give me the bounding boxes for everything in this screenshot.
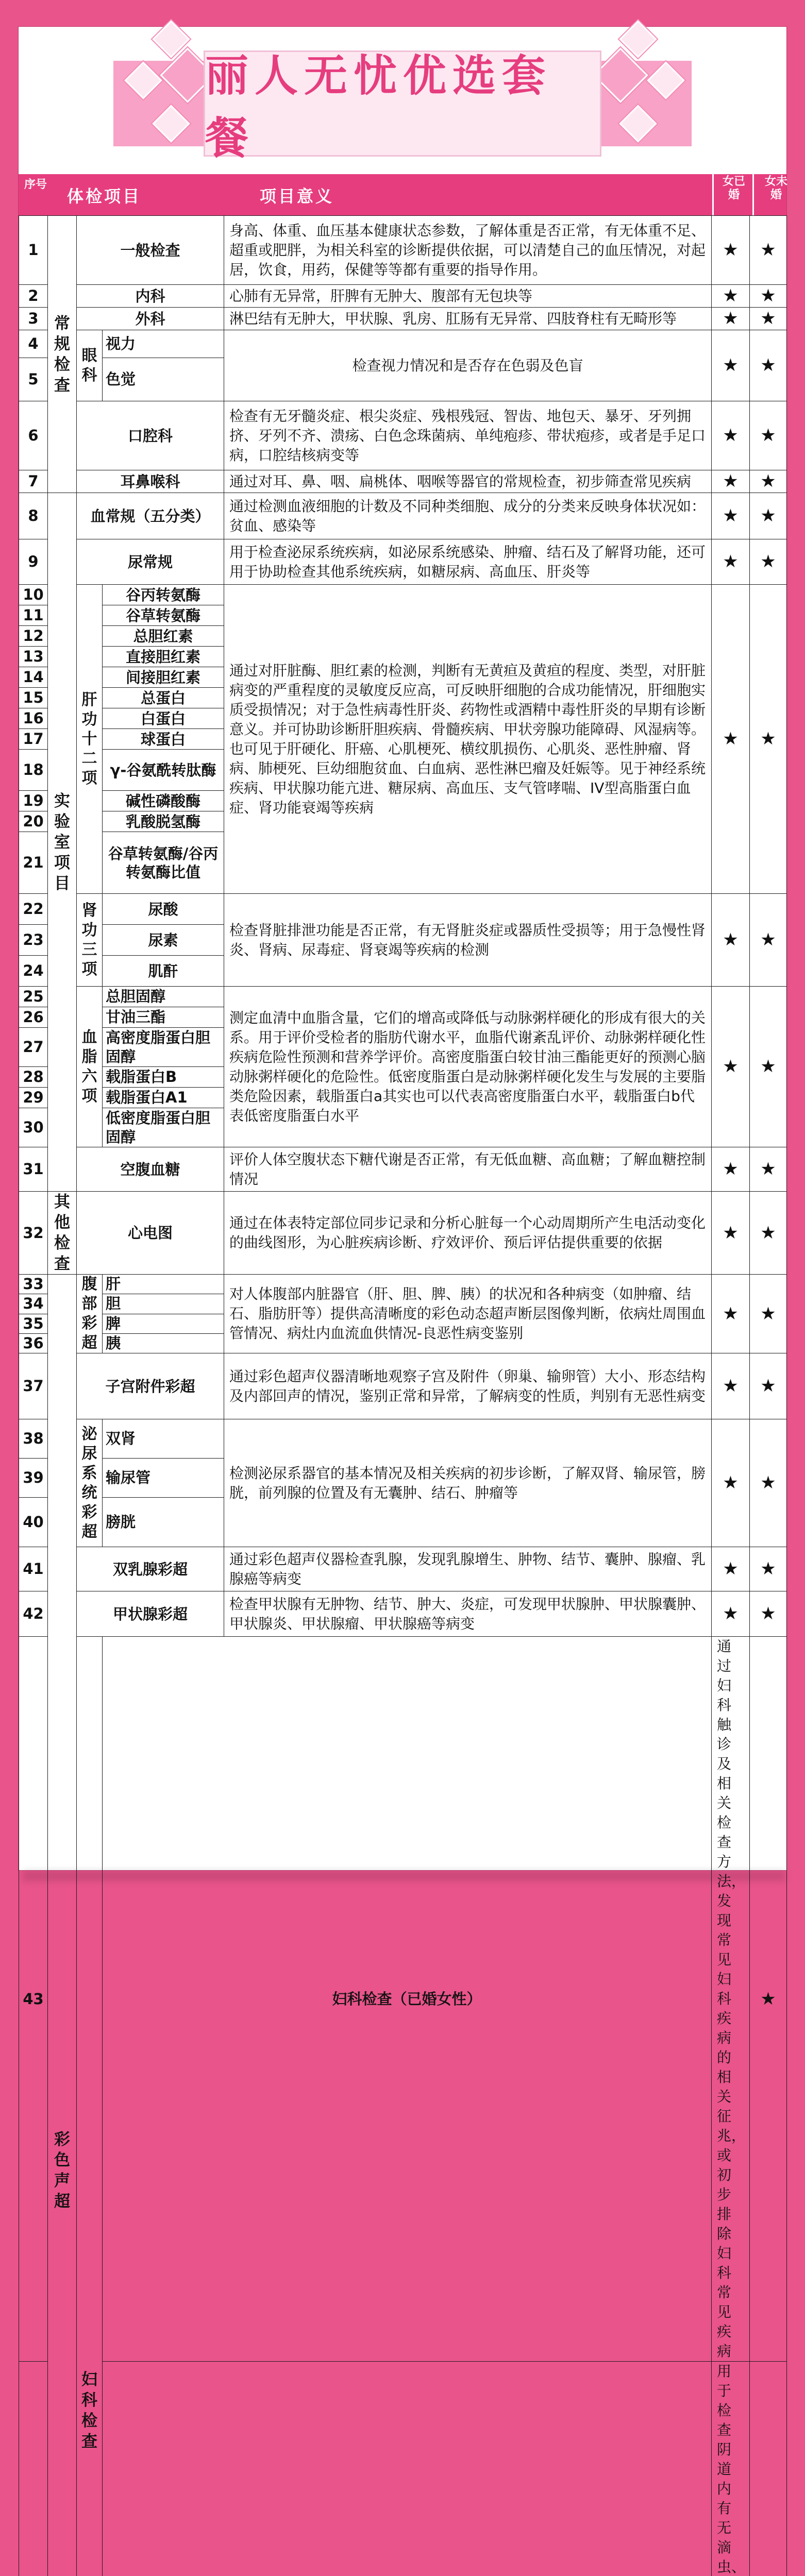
star-married-icon: ★ [712, 308, 750, 330]
star-married-icon: ★ [712, 493, 750, 539]
table-row [19, 1192, 787, 1275]
row-number: 34 [19, 1294, 48, 1314]
item-name: 谷草转氨酶 [103, 605, 224, 626]
table-header [19, 174, 786, 215]
category-color-ultrasound: 彩色声超 [48, 1275, 77, 2576]
header-divider [752, 174, 754, 215]
category-lab: 实验室项目 [48, 493, 77, 1192]
row-number: 30 [19, 1108, 48, 1147]
table-row [19, 1637, 787, 2362]
row-number: 29 [19, 1088, 48, 1108]
row-number: 11 [19, 605, 48, 626]
star-married-icon: ★ [712, 1353, 750, 1419]
star-unmarried-icon: ★ [750, 216, 787, 285]
table-row [19, 987, 787, 1007]
header-divider [712, 174, 714, 215]
item-name: 总蛋白 [103, 688, 224, 708]
star-unmarried-icon: ★ [750, 1419, 787, 1547]
row-number: 40 [19, 1498, 48, 1547]
item-name: 一般检查 [77, 216, 224, 285]
star-married-icon: ★ [712, 1419, 750, 1547]
category-eye: 眼科 [77, 330, 103, 401]
star-married-icon: ★ [712, 216, 750, 285]
star-unmarried-icon: ★ [750, 1591, 787, 1637]
item-name: 直接胆红素 [103, 647, 224, 667]
item-description: 用于检查阴道内有无滴虫、 [712, 2362, 750, 2576]
category-liver: 肝功十二项 [77, 585, 103, 894]
star-married-icon: ★ [712, 1591, 750, 1637]
star-unmarried-icon: ★ [750, 493, 787, 539]
category-lipid: 血脂六项 [77, 987, 103, 1147]
item-description: 检查视力情况和是否存在色弱及色盲 [224, 330, 712, 401]
item-name: 高密度脂蛋白胆固醇 [103, 1028, 224, 1067]
item-description: 通过在体表特定部位同步记录和分析心脏每一个心动周期所产生电活动变化的曲线图形，为心脏疾病诊断、疗效评价、预后评估提供重要的依据 [224, 1192, 712, 1275]
header-meaning: 项目意义 [260, 183, 334, 207]
item-name: 尿素 [103, 925, 224, 956]
item-name: 甲状腺彩超 [77, 1591, 224, 1637]
star-married-icon [750, 2362, 787, 2576]
table-row [19, 1591, 787, 1637]
row-number: 25 [19, 987, 48, 1007]
header-unmarried: 女未婚 [762, 175, 791, 202]
star-unmarried-icon: ★ [750, 585, 787, 894]
header-married: 女已婚 [719, 175, 748, 202]
item-name [103, 2362, 712, 2576]
star-married-icon: ★ [712, 285, 750, 308]
item-description: 身高、体重、血压基本健康状态参数，了解体重是否正常，有无体重不足、超重或肥胖，为相关科室的诊断提供依据，可以清楚自己的血压情况，对起居，饮食，用药，保健等等都有重要的指导作用。 [224, 216, 712, 285]
item-name: 低密度脂蛋白胆固醇 [103, 1108, 224, 1147]
row-number: 19 [19, 791, 48, 811]
star-married-icon: ★ [750, 1637, 787, 2362]
header-no: 序号 [23, 178, 48, 192]
row-number: 2 [19, 285, 48, 308]
item-name: 输尿管 [103, 1459, 224, 1498]
star-married-icon: ★ [712, 401, 750, 470]
table-row [19, 308, 787, 330]
star-married-icon: ★ [712, 585, 750, 894]
row-number: 7 [19, 470, 48, 493]
table-row [19, 2362, 787, 2576]
star-married-icon: ★ [712, 894, 750, 987]
item-name: 脾 [103, 1314, 224, 1333]
category-gyn: 妇科检查 [77, 1637, 103, 2576]
row-number: 9 [19, 539, 48, 585]
item-name: 尿常规 [77, 539, 224, 585]
row-number: 20 [19, 811, 48, 832]
row-number: 27 [19, 1028, 48, 1067]
star-unmarried-icon: ★ [750, 894, 787, 987]
table-row [19, 894, 787, 925]
star-married-icon: ★ [712, 1275, 750, 1353]
item-description: 检查有无牙髓炎症、根尖炎症、残根残冠、智齿、地包天、暴牙、牙列拥挤、牙列不齐、溃疡、白色念珠菌病、单纯疱疹、带状疱疹，或者是手足口病，口腔结核病变等 [224, 401, 712, 470]
item-name: 白蛋白 [103, 708, 224, 729]
row-number: 36 [19, 1333, 48, 1353]
table-row [19, 1147, 787, 1192]
star-unmarried-icon: ★ [750, 987, 787, 1147]
item-description: 心肺有无异常，肝脾有无肿大、腹部有无包块等 [224, 285, 712, 308]
item-name: 血常规（五分类） [77, 493, 224, 539]
item-name: 肝 [103, 1275, 224, 1294]
item-name: 子宫附件彩超 [77, 1353, 224, 1419]
item-name: 口腔科 [77, 401, 224, 470]
page-title: 丽人无忧优选套餐 [205, 41, 600, 166]
item-description: 检查甲状腺有无肿物、结节、肿大、炎症，可发现甲状腺肿、甲状腺囊肿、甲状腺炎、甲状腺瘤、甲状腺癌等病变 [224, 1591, 712, 1637]
item-name: 肌酐 [103, 956, 224, 987]
item-description: 用于检查泌尿系统疾病，如泌尿系统感染、肿瘤、结石及了解肾功能，还可用于协助检查其他系统疾病，如糖尿病、高血压、肝炎等 [224, 539, 712, 585]
row-number: 32 [19, 1192, 48, 1275]
exam-table [19, 215, 787, 2576]
item-name: 总胆固醇 [103, 987, 224, 1007]
category-urinary: 泌尿系统彩超 [77, 1419, 103, 1547]
category-abdomen: 腹部彩超 [77, 1275, 103, 1353]
star-married-icon: ★ [712, 330, 750, 401]
item-name: 空腹血糖 [77, 1147, 224, 1192]
row-number: 24 [19, 956, 48, 987]
star-married-icon: ★ [712, 987, 750, 1147]
row-number: 43 [19, 1637, 48, 2362]
item-name: γ-谷氨酰转肽酶 [103, 750, 224, 791]
star-married-icon: ★ [712, 1147, 750, 1192]
row-number: 5 [19, 358, 48, 401]
row-number: 3 [19, 308, 48, 330]
item-name: 载脂蛋白A1 [103, 1088, 224, 1108]
star-married-icon: ★ [712, 470, 750, 493]
row-number: 26 [19, 1007, 48, 1028]
row-number: 38 [19, 1419, 48, 1459]
table-row [19, 470, 787, 493]
table-row [19, 401, 787, 470]
star-married-icon: ★ [712, 539, 750, 585]
header-item: 体检项目 [67, 183, 141, 207]
star-unmarried-icon: ★ [750, 401, 787, 470]
row-number: 41 [19, 1547, 48, 1591]
item-name: 内科 [77, 285, 224, 308]
star-unmarried-icon: ★ [750, 470, 787, 493]
item-name: 膀胱 [103, 1498, 224, 1547]
title-box [204, 50, 601, 157]
row-number: 4 [19, 330, 48, 358]
item-name: 外科 [77, 308, 224, 330]
item-name: 谷草转氨酶/谷丙转氨酶比值 [103, 832, 224, 894]
row-number: 13 [19, 647, 48, 667]
row-number: 35 [19, 1314, 48, 1333]
row-number: 18 [19, 750, 48, 791]
table-row [19, 330, 787, 358]
item-name: 尿酸 [103, 894, 224, 925]
row-number: 37 [19, 1353, 48, 1419]
row-number: 17 [19, 729, 48, 750]
row-number: 14 [19, 667, 48, 688]
item-name: 心电图 [77, 1192, 224, 1275]
item-description: 评价人体空腹状态下糖代谢是否正常，有无低血糖、高血糖；了解血糖控制情况 [224, 1147, 712, 1192]
star-unmarried-icon: ★ [750, 1353, 787, 1419]
item-name: 间接胆红素 [103, 667, 224, 688]
item-description: 检测泌尿系器官的基本情况及相关疾病的初步诊断，了解双肾、输尿管，膀胱，前列腺的位置及有无囊肿、结石、肿瘤等 [224, 1419, 712, 1547]
item-name: 载脂蛋白B [103, 1067, 224, 1088]
item-description: 淋巴结有无肿大，甲状腺、乳房、肛肠有无异常、四肢脊柱有无畸形等 [224, 308, 712, 330]
star-unmarried-icon: ★ [750, 308, 787, 330]
category-routine: 常规检查 [48, 216, 77, 493]
star-married-icon: ★ [712, 1547, 750, 1591]
table-row [19, 493, 787, 539]
table-row [19, 285, 787, 308]
star-unmarried-icon: ★ [750, 1275, 787, 1353]
table-row [19, 585, 787, 605]
row-number: 6 [19, 401, 48, 470]
star-unmarried-icon: ★ [750, 539, 787, 585]
item-description: 对人体腹部内脏器官（肝、胆、脾、胰）的状况和各种病变（如肿瘤、结石、脂肪肝等）提供高清晰度的彩色动态超声断层图像判断，依病灶周围血管情况、病灶内血流血供情况-良恶性病变鉴别 [224, 1275, 712, 1353]
item-description: 通过彩色超声仪器检查乳腺，发现乳腺增生、肿物、结节、囊肿、腺瘤、乳腺癌等病变 [224, 1547, 712, 1591]
item-name: 耳鼻喉科 [77, 470, 224, 493]
item-name: 胆 [103, 1294, 224, 1314]
star-unmarried-icon: ★ [750, 285, 787, 308]
table-row [19, 539, 787, 585]
item-description: 通过妇科触诊及相关检查方法，发现常见妇科疾病的相关征兆，或初步排除妇科常见疾病 [712, 1637, 750, 2362]
row-number: 21 [19, 832, 48, 894]
item-description: 检查肾脏排泄功能是否正常，有无肾脏炎症或器质性受损等；用于急慢性肾炎、肾病、尿毒症、肾衰竭等疾病的检测 [224, 894, 712, 987]
item-description: 通过彩色超声仪器清晰地观察子宫及附件（卵巢、输卵管）大小、形态结构及内部回声的情况，鉴别正常和异常，了解病变的性质，判别有无恶性病变 [224, 1353, 712, 1419]
item-description: 测定血清中血脂含量，它们的增高或降低与动脉粥样硬化的形成有很大的关系。用于评价受检者的脂肪代谢水平，血脂代谢紊乱评价、动脉粥样硬化性疾病危险性预测和营养学评价。高密度脂蛋白较甘油三酯能更好的预测心脑动脉粥样硬化的危险性。低密度脂蛋白是动脉粥样硬化发生与发展的主要脂类危险因素，载脂蛋白a其实也可以代表高密度脂蛋白水平，载脂蛋白b代表低密度脂蛋白水平 [224, 987, 712, 1147]
item-name: 碱性磷酸酶 [103, 791, 224, 811]
row-number: 1 [19, 216, 48, 285]
item-name: 双肾 [103, 1419, 224, 1459]
item-name: 妇科检查（已婚女性） [103, 1637, 712, 2362]
table-row [19, 1547, 787, 1591]
item-description: 通过检测血液细胞的计数及不同种类细胞、成分的分类来反映身体状况如：贫血、感染等 [224, 493, 712, 539]
row-number: 22 [19, 894, 48, 925]
row-number: 15 [19, 688, 48, 708]
row-number: 8 [19, 493, 48, 539]
table-row [19, 1275, 787, 1294]
item-name: 谷丙转氨酶 [103, 585, 224, 605]
row-number: 39 [19, 1459, 48, 1498]
item-name: 双乳腺彩超 [77, 1547, 224, 1591]
item-description: 通过对耳、鼻、咽、扁桃体、咽喉等器官的常规检查，初步筛查常见疾病 [224, 470, 712, 493]
star-unmarried-icon: ★ [750, 1192, 787, 1275]
item-description: 通过对肝脏酶、胆红素的检测，判断有无黄疸及黄疸的程度、类型，对肝脏病变的严重程度的灵敏度反应高，可反映肝细胞的合成功能情况，肝细胞实质受损情况；对于急性病毒性肝炎、药物性或酒精中毒性肝炎的早期有诊断意义。并可协助诊断肝胆疾病、骨髓疾病、甲状旁腺功能障碍、风湿病等。也可见于肝硬化、肝癌、心肌梗死、横纹肌损伤、心肌炎、恶性肿瘤、肾病、肺梗死、巨幼细胞贫血、白血病、恶性淋巴瘤及妊娠等。见于神经系统疾病、甲状腺功能亢进、糖尿病、高血压、支气管哮喘、IV型高脂蛋白血症、肾功能衰竭等疾病 [224, 585, 712, 894]
table-row [19, 1419, 787, 1459]
star-unmarried-icon: ★ [750, 1547, 787, 1591]
row-number: 42 [19, 1591, 48, 1637]
table-row [19, 216, 787, 285]
item-name: 球蛋白 [103, 729, 224, 750]
star-married-icon: ★ [712, 1192, 750, 1275]
row-number [19, 2362, 48, 2576]
row-number: 23 [19, 925, 48, 956]
item-name: 视力 [103, 330, 224, 358]
star-unmarried-icon: ★ [750, 1147, 787, 1192]
category-other: 其他检查 [48, 1192, 77, 1275]
row-number: 31 [19, 1147, 48, 1192]
item-name: 胰 [103, 1333, 224, 1353]
item-name: 乳酸脱氢酶 [103, 811, 224, 832]
item-name: 色觉 [103, 358, 224, 401]
category-kidney: 肾功三项 [77, 894, 103, 987]
table-row [19, 1353, 787, 1419]
row-number: 12 [19, 626, 48, 647]
item-name: 总胆红素 [103, 626, 224, 647]
star-unmarried-icon: ★ [750, 330, 787, 401]
item-name: 甘油三酯 [103, 1007, 224, 1028]
row-number: 16 [19, 708, 48, 729]
row-number: 10 [19, 585, 48, 605]
row-number: 33 [19, 1275, 48, 1294]
row-number: 28 [19, 1067, 48, 1088]
